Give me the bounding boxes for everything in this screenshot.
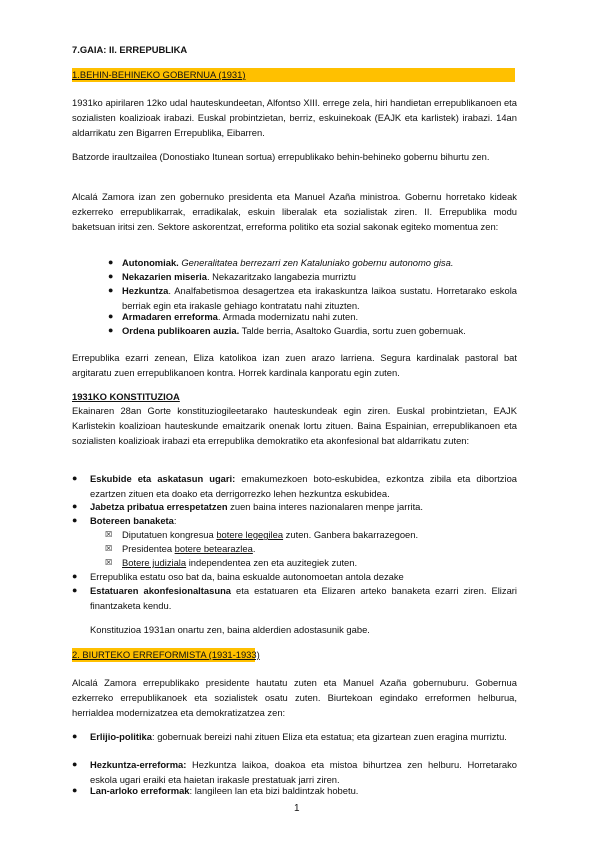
bullet-icon: ● (108, 271, 114, 281)
paragraph: Konstituzioa 1931an onartu zen, baina alderdien adostasunik gabe. (90, 624, 370, 635)
bullet-icon: ● (108, 285, 114, 295)
bullet-icon: ● (72, 515, 78, 525)
list-item: Erlijio-politika: gobernuak bereizi nahi zituen Eliza eta estatua; eta gizartean zuen eragina murriztu. (90, 731, 507, 742)
sub-list-item: Botere judiziala independentea zen eta auzitegiek zuten. (122, 557, 358, 568)
list-item: Hezkuntza-erreforma: Hezkuntza laikoa, doakoa eta mistoa bihurtzea zen helburu. Horretarako eskola ugari eraiki eta haietan irakasle prestatuak jarri ziren. (90, 759, 517, 785)
list-item: Jabetza pribatua errespetatzen zuen baina interes nazionalaren menpe jarrita. (90, 501, 423, 512)
paragraph: Ekainaren 28an Gorte konstituziogileetarako hauteskundeak egin ziren. Euskal probintzietan, EAJK Karlistekin koalizioan hauteskunde emaitzarik onenak lortu zituen. Baina Espainian, errepublikanoen eta sozialisten koalizioak irabazi eta errepublika demokratiko eta akonfesional bat aldarrikatu zuten: (72, 405, 517, 446)
list-item: Autonomiak. Generalitatea berrezarri zen Kataluniako gobernu autonomo gisa. (122, 257, 454, 268)
list-item: Estatuaren akonfesionaltasuna eta estatuaren eta Elizaren arteko banaketa ezarri ziren. Elizari finantzaketa kendu. (90, 585, 518, 611)
bullet-icon: ● (72, 585, 78, 595)
list-item: Errepublika estatu oso bat da, baina eskualde autonomoetan antola dezake (90, 571, 404, 582)
sub-list-item: Presidentea botere betearazlea. (122, 543, 256, 554)
list-item: Eskubide eta askatasun ugari: emakumezkoen boto-eskubidea, ezkontza zibila eta dibortzioa ezartzen zituen eta doako eta derrigorrezko lehen hezkuntza eskubidea. (90, 473, 517, 499)
checkbox-bullet-icon: ☒ (105, 530, 113, 539)
paragraph: Batzorde iraultzailea (Donostiako Itunean sortua) errepublikako behin-behineko gobernu bihurtu zen. (72, 151, 490, 162)
bullet-icon: ● (108, 325, 114, 335)
section-heading: 1931KO KONSTITUZIOA (72, 391, 180, 402)
bullet-icon: ● (108, 311, 114, 321)
list-item: Nekazarien miseria. Nekazaritzako langabezia murriztu (122, 271, 356, 282)
list-item: Botereen banaketa: (90, 515, 177, 526)
paragraph: Alcalá Zamora izan zen gobernuko presidenta eta Manuel Azaña ministroa. Gobernu horretako kideak ezkerreko errepublikarrak, erradikalak, eskuin liberalak eta sozialistak ziren. II. Errepublika modu baketsuan iritsi zen. Sektore askorentzat, erreforma politiko eta sozial sakonak egiteko momentua zen: (72, 191, 517, 232)
list-item: Lan-arloko erreformak: langileen lan eta bizi baldintzak hobetu. (90, 785, 359, 796)
bullet-icon: ● (72, 731, 78, 741)
sub-list-item: Diputatuen kongresua botere legegilea zuten. Ganbera bakarrazegoen. (122, 529, 419, 540)
bullet-icon: ● (72, 759, 78, 769)
bullet-icon: ● (72, 473, 78, 483)
paragraph: 1931ko apirilaren 12ko udal hauteskundeetan, Alfontso XIII. errege zela, hiri handietan errepublikanoen eta sozialisten koalizioak irabazi. Euskal probintzietan, berriz, eskuinekoak (EAJK eta karlistek) irabazi. 14an aldarrikatu zen Bigarren Errepublika, Eibarren. (72, 97, 517, 138)
checkbox-bullet-icon: ☒ (105, 558, 113, 567)
bullet-icon: ● (72, 785, 78, 795)
list-item: Armadaren erreforma. Armada modernizatu nahi zuten. (122, 311, 359, 322)
paragraph: Alcalá Zamora errepublikako presidente hautatu zuten eta Manuel Azaña gobernuburu. Gobernua ezkerreko errepublikanoek eta sozialistek osatu zuten. Biurtekoan egindako erreformen helburua, herrialdea modernizatzea eta demokratizatzea zen: (72, 677, 517, 718)
paragraph: Errepublika ezarri zenean, Eliza katolikoa izan zuen arazo larriena. Segura kardinalak pastoral bat argitaratu zuen errepublikanoen kontra. Horrek kardinala kanporatu egin zuten. (72, 352, 517, 378)
section-heading: 2. BIURTEKO ERREFORMISTA (1931-1933) (72, 649, 260, 660)
page-title: 7.GAIA: II. ERREPUBLIKA (72, 44, 188, 55)
section-heading-bar (72, 648, 260, 662)
bullet-icon: ● (108, 257, 114, 267)
checkbox-bullet-icon: ☒ (105, 544, 113, 553)
bullet-icon: ● (72, 501, 78, 511)
list-item: Hezkuntza. Analfabetismoa desagertzea eta irakaskuntza laikoa sustatu. Horretarako eskola berriak egin eta irakasle gehiago kontratatu nahi zituzten. (122, 285, 517, 311)
page-number: 1 (294, 803, 300, 814)
list-item: Ordena publikoaren auzia. Talde berria, Asaltoko Guardia, sortu zuen gobernuak. (122, 325, 466, 336)
bullet-icon: ● (72, 571, 78, 581)
section-heading-bar (72, 68, 515, 82)
section-heading: 1.BEHIN-BEHINEKO GOBERNUA (1931) (72, 69, 246, 80)
